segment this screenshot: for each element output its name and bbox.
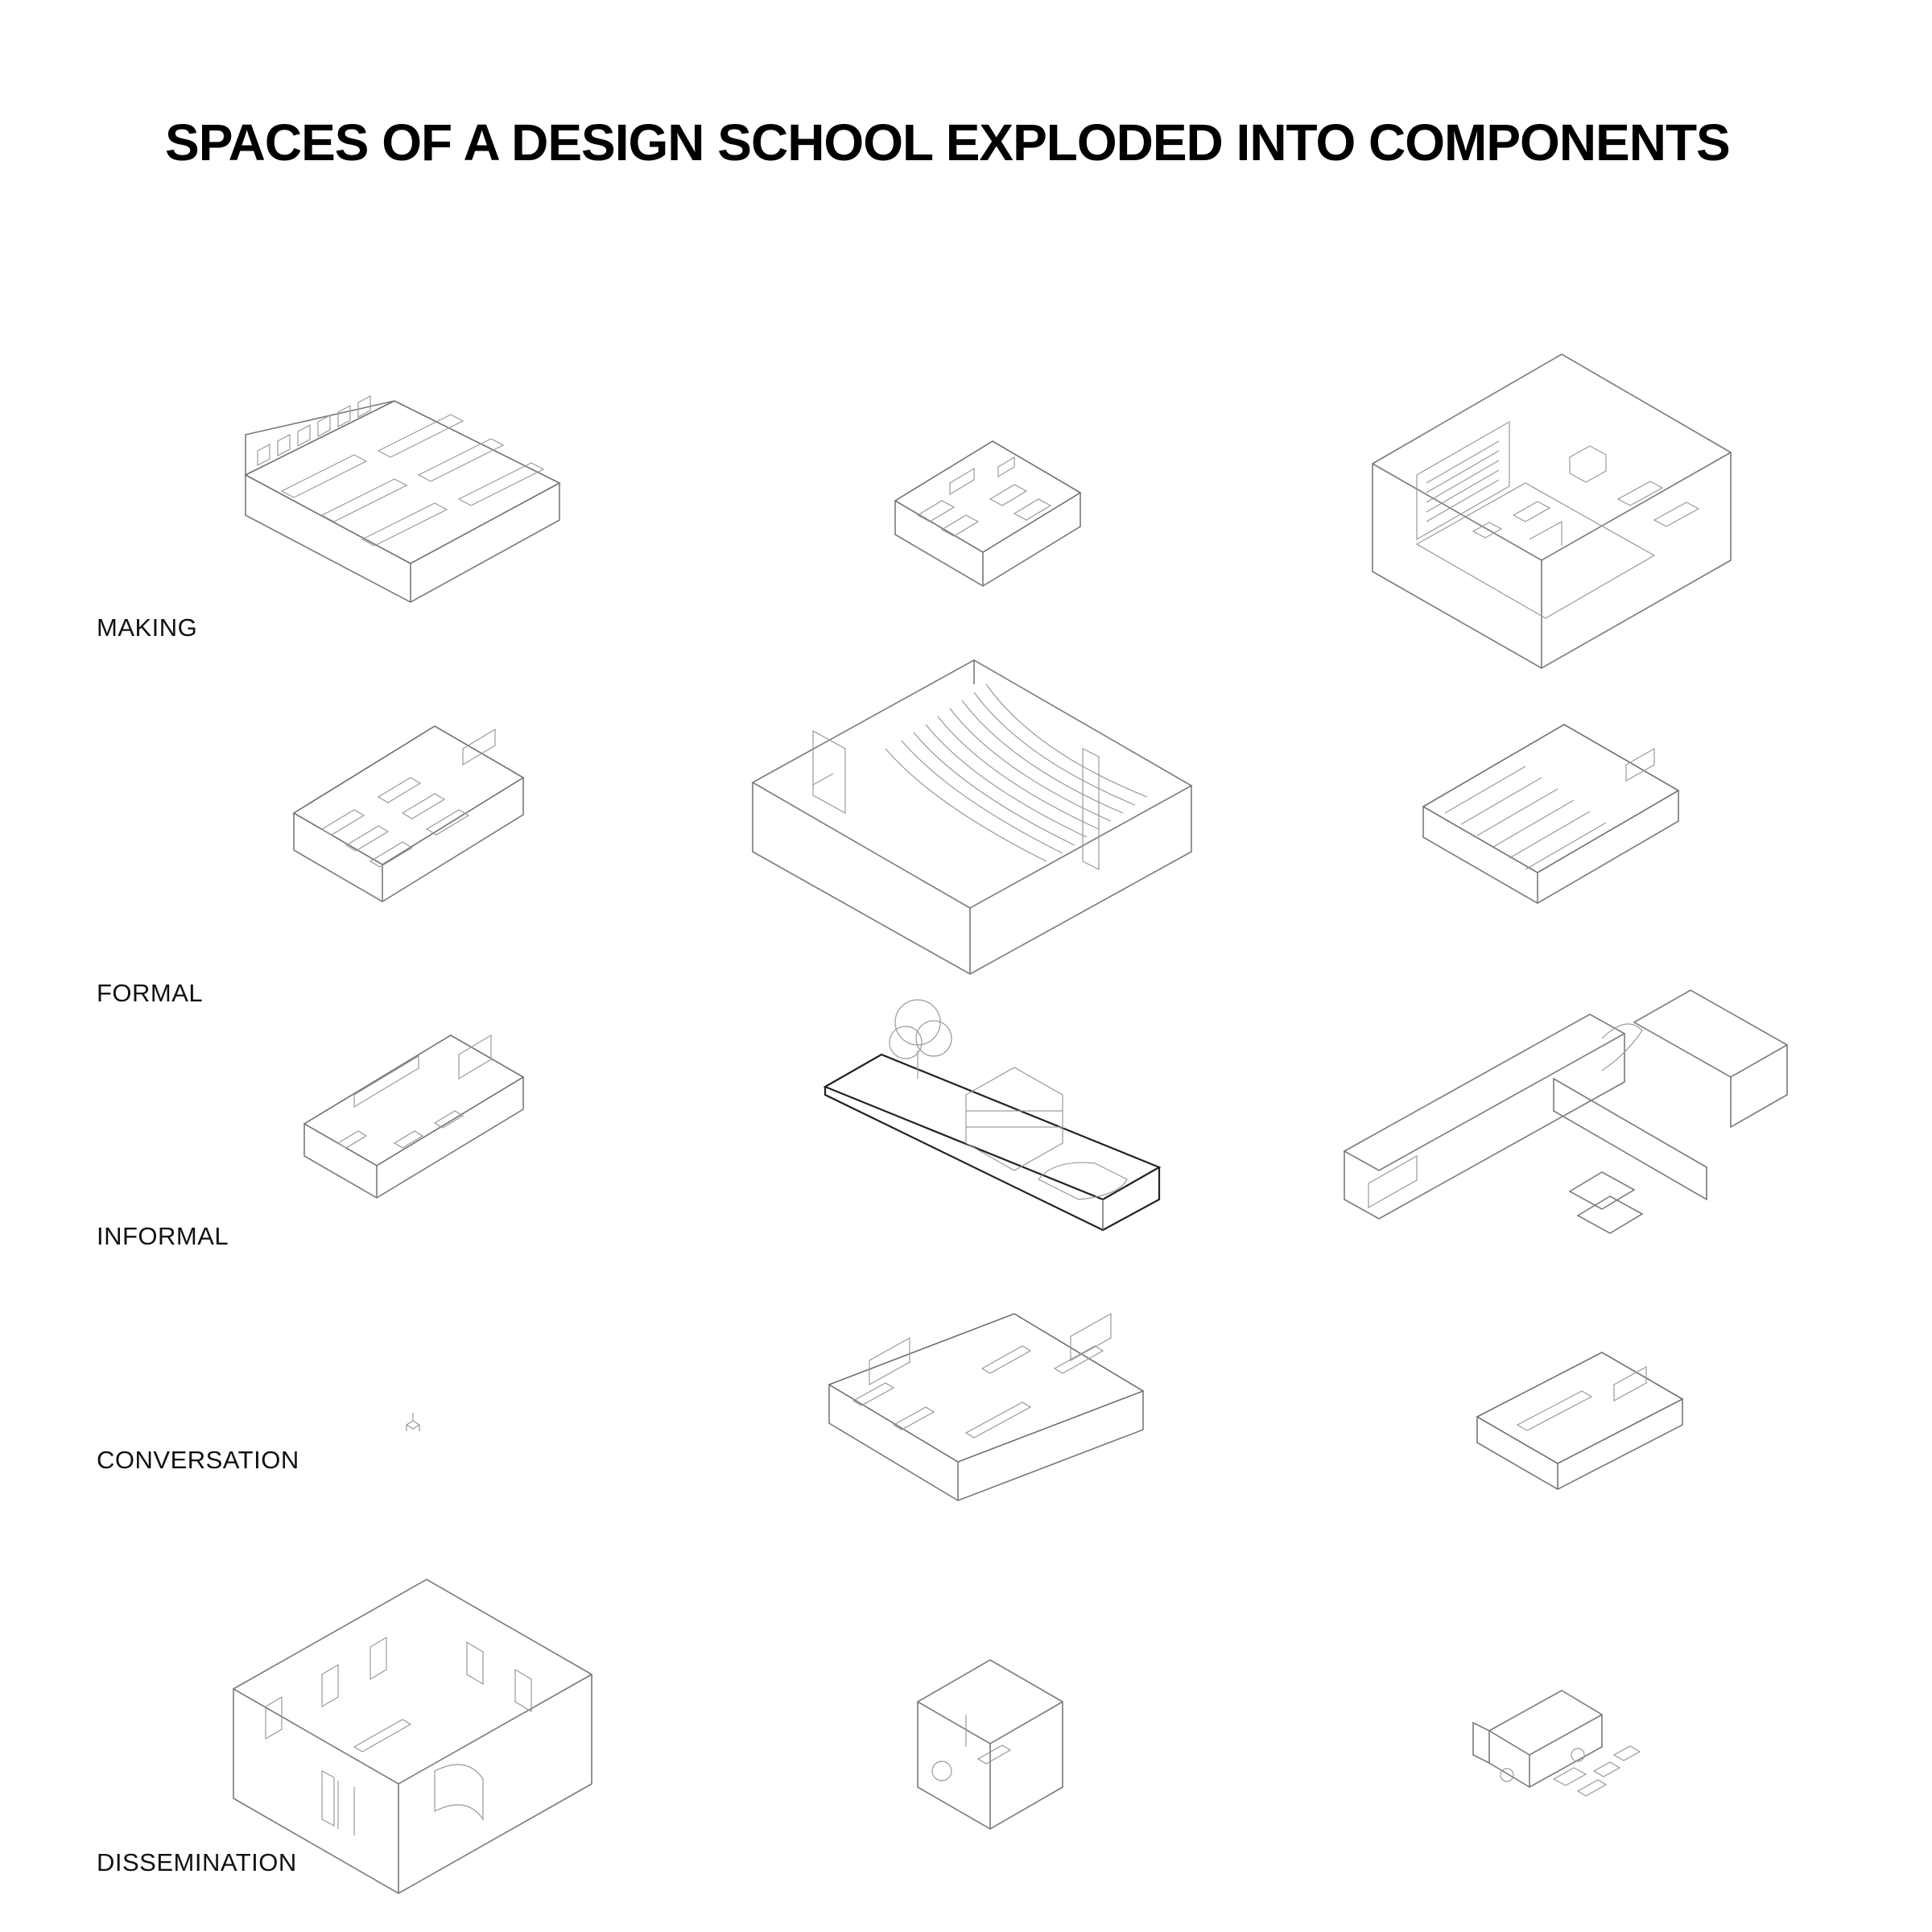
space-mobile-truck-with-kit — [1473, 1690, 1640, 1796]
space-small-exhibit-room — [918, 1660, 1063, 1829]
space-fabrication-hall — [1373, 354, 1731, 668]
space-courtyard-with-tree-and-car — [825, 1000, 1159, 1230]
space-small-workshop — [895, 441, 1080, 586]
space-studio-desks — [246, 396, 559, 602]
space-cafe-lounge — [304, 1035, 523, 1198]
row-label-informal: INFORMAL — [97, 1222, 229, 1250]
row-label-conversation: CONVERSATION — [97, 1446, 299, 1474]
space-exhibition-gallery — [233, 1579, 592, 1893]
space-corridor-and-stair — [1344, 990, 1787, 1233]
space-auditorium — [753, 660, 1191, 974]
space-seminar-tables — [294, 726, 523, 902]
space-lecture-room — [1423, 724, 1678, 903]
page-title: SPACES OF A DESIGN SCHOOL EXPLODED INTO COMPONENTS — [165, 114, 1730, 171]
space-library-tables — [829, 1314, 1143, 1501]
row-label-making: MAKING — [97, 613, 198, 642]
row-label-formal: FORMAL — [97, 979, 204, 1007]
space-single-chair — [407, 1413, 419, 1431]
row-label-dissemination: DISSEMINATION — [97, 1848, 297, 1876]
space-meeting-room — [1477, 1352, 1682, 1489]
